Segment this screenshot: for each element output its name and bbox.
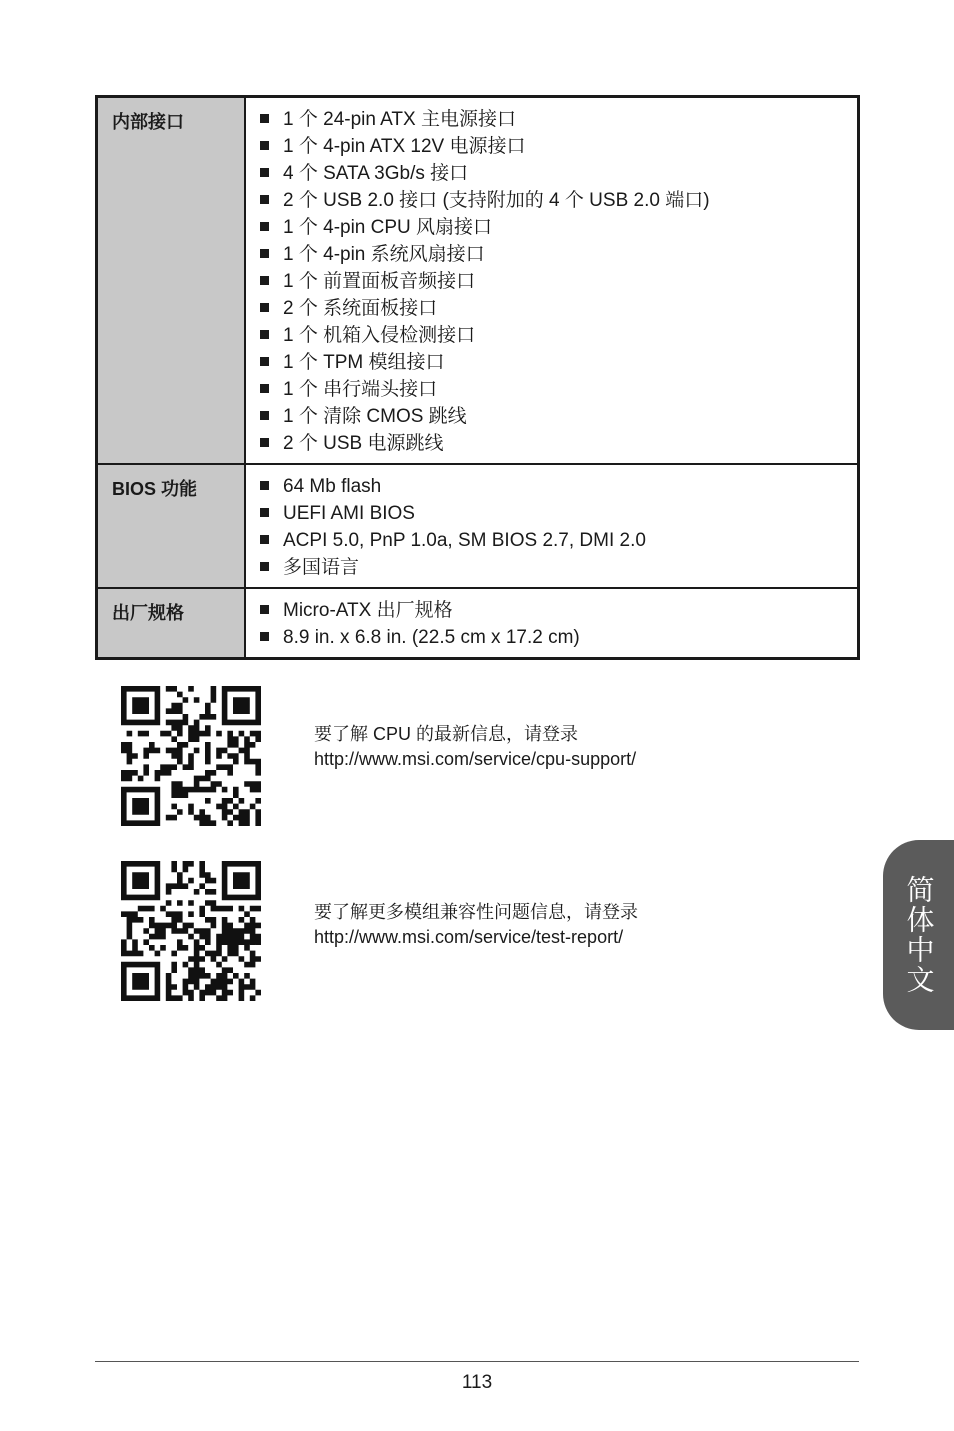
qr-caption-block	[314, 900, 638, 950]
spec-item: 8.9 in. x 6.8 in. (22.5 cm x 17.2 cm)	[260, 624, 847, 651]
spec-item: 1 个 4-pin ATX 12V 电源接口	[260, 133, 847, 160]
spec-label: 出厂规格	[97, 588, 246, 659]
spec-label: 内部接口	[97, 97, 246, 465]
qr-caption: 要了解 CPU 的最新信息，请登录	[314, 724, 579, 744]
spec-list	[260, 106, 847, 457]
spec-item: UEFI AMI BIOS	[260, 500, 847, 527]
qr-code-test-report[interactable]	[121, 861, 261, 1001]
spec-row-bios	[97, 464, 859, 588]
spec-row-internal-connectors	[97, 97, 859, 465]
spec-item: 多国语言	[260, 554, 847, 581]
spec-item: 1 个 24-pin ATX 主电源接口	[260, 106, 847, 133]
spec-item: 4 个 SATA 3Gb/s 接口	[260, 160, 847, 187]
spec-item: 2 个 USB 电源跳线	[260, 430, 847, 457]
spec-label: BIOS 功能	[97, 464, 246, 588]
spec-item: 1 个 TPM 模组接口	[260, 349, 847, 376]
footer-divider	[95, 1361, 859, 1362]
spec-item: ACPI 5.0, PnP 1.0a, SM BIOS 2.7, DMI 2.0	[260, 527, 847, 554]
spec-list	[260, 597, 847, 651]
language-tab-label: 简体中文	[902, 875, 936, 995]
qr-caption-block	[314, 722, 636, 772]
page-number: 113	[461, 1372, 493, 1393]
spec-item: 1 个 4-pin 系统风扇接口	[260, 241, 847, 268]
spec-item: 1 个 串行端头接口	[260, 376, 847, 403]
language-side-tab	[883, 840, 954, 1030]
qr-code-icon	[121, 861, 261, 1001]
qr-url-link[interactable]: http://www.msi.com/service/cpu-support/	[314, 749, 637, 769]
qr-caption: 要了解更多模组兼容性问题信息，请登录	[314, 902, 638, 922]
spec-item: Micro-ATX 出厂规格	[260, 597, 847, 624]
qr-url-link[interactable]: http://www.msi.com/service/test-report/	[314, 927, 624, 947]
spec-list	[260, 473, 847, 581]
spec-item: 2 个 系统面板接口	[260, 295, 847, 322]
spec-row-form-factor	[97, 588, 859, 659]
qr-code-icon	[121, 686, 261, 826]
spec-item: 1 个 清除 CMOS 跳线	[260, 403, 847, 430]
spec-item: 1 个 前置面板音频接口	[260, 268, 847, 295]
spec-table	[95, 95, 860, 660]
spec-item: 1 个 4-pin CPU 风扇接口	[260, 214, 847, 241]
spec-item: 1 个 机箱入侵检测接口	[260, 322, 847, 349]
qr-code-cpu-support[interactable]	[121, 686, 261, 826]
spec-item: 2 个 USB 2.0 接口 (支持附加的 4 个 USB 2.0 端口)	[260, 187, 847, 214]
spec-item: 64 Mb flash	[260, 473, 847, 500]
